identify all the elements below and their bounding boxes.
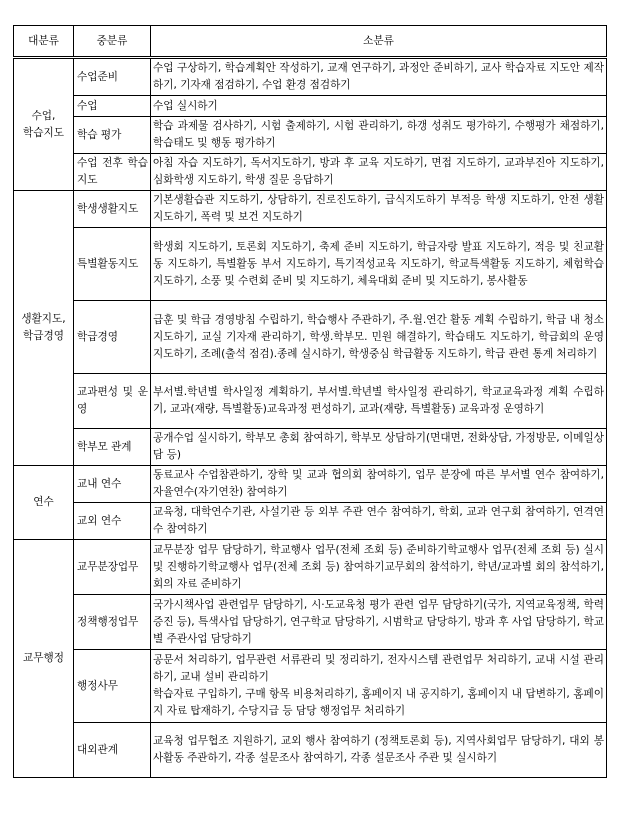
major-category-label: 수업, 학습지도	[23, 109, 64, 139]
mid-category-cell: 정책행정업무	[74, 595, 151, 650]
minor-category-cell: 교육청, 대학연수기관, 사설기관 등 외부 주관 연수 참여하기, 학회, 교과 연구회 참여하기, 연격연수 참여하기	[151, 503, 607, 540]
mid-category-cell: 수업	[74, 96, 151, 117]
minor-category-cell: 수업 구상하기, 학습계획안 작성하기, 교재 연구하기, 과정안 준비하기, 교사 학습자료 지도안 제작하기, 기자재 점검하기, 수업 환경 점검하기	[151, 58, 607, 96]
mid-category-cell: 대외관계	[74, 723, 151, 778]
minor-category-cell: 아침 자습 지도하기, 독서지도하기, 방과 후 교육 지도하기, 면접 지도하기, 교과부진아 지도하기, 심화학생 지도하기, 학생 질문 응답하기	[151, 154, 607, 191]
table-row	[14, 503, 607, 540]
mid-category-cell: 학습 평가	[74, 117, 151, 154]
table-row	[14, 154, 607, 191]
mid-category-cell: 교외 연수	[74, 503, 151, 540]
mid-category-cell: 학생생활지도	[74, 191, 151, 228]
header-major: 대분류	[14, 26, 74, 58]
header-mid: 중분류	[74, 26, 151, 58]
minor-category-text: 공문서 처리하기, 업무관련 서류관리 및 정리하기, 전자시스템 관련업무 처리하기, 교내 시설 관리하기, 교내 설비 관리하기 학습자료 구입하기, 구매 항목 비용처리하기, 홈페이지 내 공지하기, 홈페이지 내 답변하기, 홈페이지 자료 탑재하기, 수당지급 등 담당 행정업무 처리하기	[153, 654, 604, 717]
mid-category-cell: 학급경영	[74, 301, 151, 374]
table-row	[14, 429, 607, 466]
minor-category-cell: 교무분장 업무 담당하기, 학교행사 업무(전체 조회 등) 준비하기학교행사 업무(전체 조회 등) 실시 및 진행하기학교행사 업무(전체 조회 등) 참여하기교무회의 참석하기, 학년/교과별 회의 참석하기, 회의 자료 준비하기	[151, 540, 607, 595]
table-row	[14, 117, 607, 154]
mid-category-cell: 수업준비	[74, 58, 151, 96]
minor-category-cell	[151, 650, 607, 723]
minor-category-cell: 교육청 업무협조 지원하기, 교외 행사 참여하기 (정책토론회 등), 지역사회업무 담당하기, 대외 봉사활동 주관하기, 각종 설문조사 참여하기, 각종 설문조사 주관 및 실시하기	[151, 723, 607, 778]
table-row	[14, 191, 607, 228]
major-category-cell	[14, 58, 74, 191]
major-category-cell	[14, 191, 74, 466]
mid-category-cell: 학부모 관계	[74, 429, 151, 466]
minor-category-cell: 국가시책사업 관련업무 담당하기, 시·도교육청 평가 관련 업무 담당하기(국가, 지역교육정책, 학력증진 등), 특색사업 담당하기, 연구학교 담당하기, 시범학교 담당하기, 방과 후 사업 담당하기, 학교별 주관사업 담당하기	[151, 595, 607, 650]
minor-category-cell: 급훈 및 학급 경영방침 수립하기, 학습행사 주관하기, 주.월.연간 활동 계획 수립하기, 학급 내 청소 지도하기, 교실 기자재 관리하기, 학생.학부모. 민원 해결하기, 학습태도 지도하기, 학급회의 운영 지도하기, 조례(출석 점검).종례 실시하기, 학생중심 학급활동 지도하기, 학급 관련 통계 처리하기	[151, 301, 607, 374]
table-row	[14, 466, 607, 503]
table-row	[14, 540, 607, 595]
minor-category-cell: 부서별.학년별 학사일정 계획하기, 부서별.학년별 학사일정 관리하기, 학교교육과정 계획 수립하기, 교과(재량, 특별활동)교육과정 편성하기, 교과(재량, 특별활동) 교육과정 운영하기	[151, 374, 607, 429]
document-page	[13, 25, 607, 778]
minor-category-cell: 기본생활습관 지도하기, 상담하기, 진로진도하기, 급식지도하기 부적응 학생 지도하기, 안전 생활지도하기, 폭력 및 보건 지도하기	[151, 191, 607, 228]
minor-category-cell: 공개수업 실시하기, 학부모 총회 참여하기, 학부모 상담하기(면대면, 전화상담, 가정방문, 이메일상담 등)	[151, 429, 607, 466]
mid-category-cell: 수업 전후 학습지도	[74, 154, 151, 191]
major-category-label: 연수	[33, 496, 54, 508]
table-row	[14, 374, 607, 429]
minor-category-cell: 학습 과제물 검사하기, 시험 출제하기, 시험 관리하기, 하갱 성취도 평가하기, 수행평가 채점하기, 학습태도 및 행동 평가하기	[151, 117, 607, 154]
table-row	[14, 96, 607, 117]
mid-category-cell: 교무분장업무	[74, 540, 151, 595]
major-category-cell	[14, 540, 74, 778]
mid-category-cell: 교내 연수	[74, 466, 151, 503]
minor-category-cell: 수업 실시하기	[151, 96, 607, 117]
task-classification-table	[13, 25, 607, 778]
major-category-label: 생활지도, 학급경영	[21, 313, 66, 342]
table-row	[14, 650, 607, 723]
major-category-label: 교무행정	[23, 652, 64, 664]
table-row	[14, 723, 607, 778]
mid-category-cell: 특별활동지도	[74, 228, 151, 301]
table-row	[14, 595, 607, 650]
table-row	[14, 228, 607, 301]
table-row	[14, 301, 607, 374]
table-row	[14, 58, 607, 96]
mid-category-cell: 교과편성 및 운영	[74, 374, 151, 429]
mid-category-cell: 행정사무	[74, 650, 151, 723]
header-minor: 소분류	[151, 26, 607, 58]
table-header-row	[14, 26, 607, 58]
major-category-cell	[14, 466, 74, 540]
minor-category-cell: 동료교사 수업참관하기, 장학 및 교과 협의회 참여하기, 업무 분장에 따른 부서별 연수 참여하기, 자율연수(자기연찬) 참여하기	[151, 466, 607, 503]
minor-category-cell: 학생회 지도하기, 토론회 지도하기, 축제 준비 지도하기, 학급자랑 발표 지도하기, 적응 및 친교활동 지도하기, 특별활동 부서 지도하기, 특기적성교육 지도하기, 학교특색활동 지도하기, 체험학습 지도하기, 소풍 및 수련회 준비 및 지도하기, 체육대회 준비 및 지도하기, 봉사활동	[151, 228, 607, 301]
